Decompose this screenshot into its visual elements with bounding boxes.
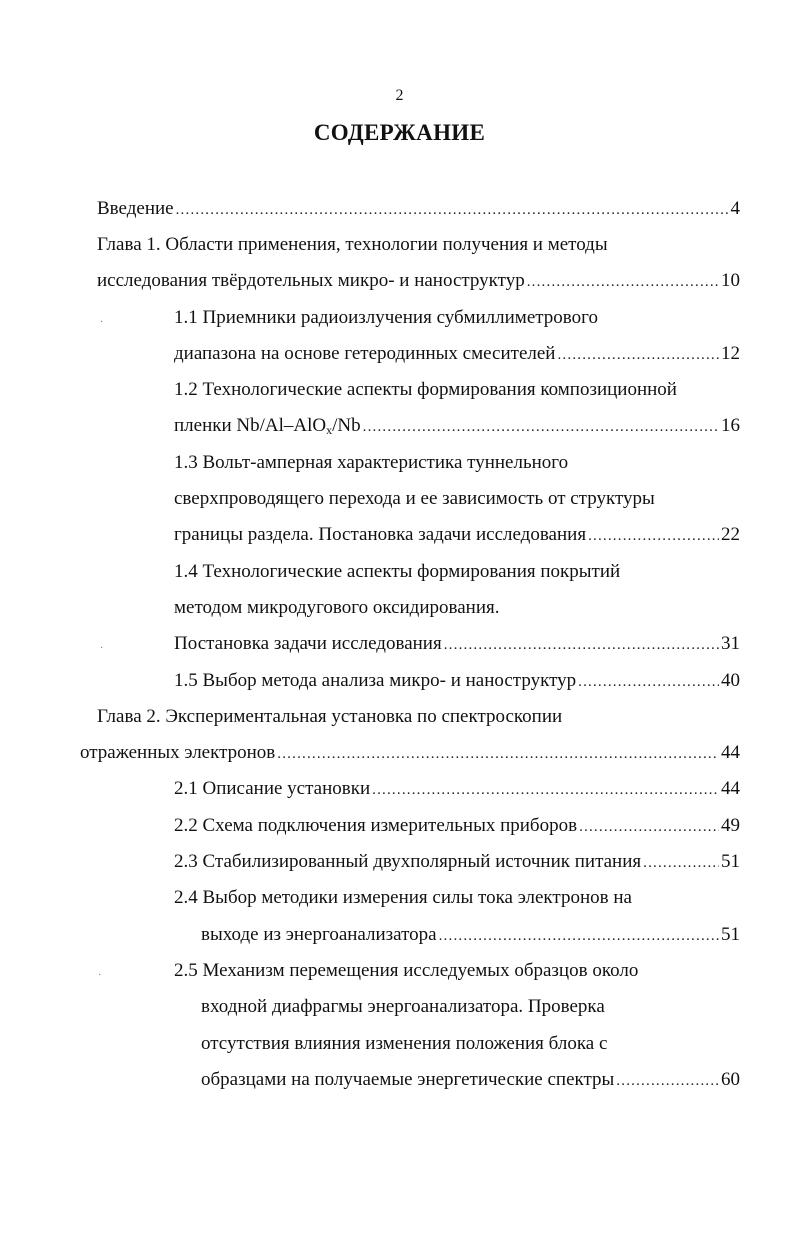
formula-text: пленки Nb/Al–AlO — [174, 415, 327, 436]
dot-leader — [444, 633, 719, 657]
toc-entry-title: 1.3 Вольт-амперная характеристика туннельного — [174, 452, 569, 473]
toc-entry-1-4-line-1[interactable] — [174, 560, 740, 584]
scan-speck: · — [98, 970, 102, 981]
toc-entry-chapter-1-line-1[interactable] — [97, 233, 740, 257]
toc-entry-title: отраженных электронов — [80, 742, 276, 763]
toc-entry-2-1[interactable] — [174, 777, 740, 802]
toc-page-number: 16 — [721, 415, 740, 436]
toc-entry-title: исследования твёрдотельных микро- и наноструктур — [97, 270, 525, 291]
page-number: 2 — [395, 87, 404, 104]
toc-page-number: 49 — [721, 815, 740, 836]
toc-entry-2-5-line-3[interactable] — [201, 1032, 740, 1056]
toc-entry-2-4[interactable] — [201, 923, 740, 948]
toc-entry-1-2[interactable] — [174, 414, 740, 439]
toc-entry-title: сверхпроводящего перехода и ее зависимость от структуры — [174, 488, 655, 509]
toc-entry-title — [174, 414, 361, 438]
dot-leader — [439, 924, 719, 948]
toc-entry-1-3-line-1[interactable] — [174, 451, 740, 475]
toc-entry-1-2-line-1[interactable] — [174, 378, 740, 402]
toc-entry-1-1-line-1[interactable] — [174, 306, 740, 330]
toc-entry-chapter-1[interactable] — [97, 269, 740, 294]
toc-entry-title: выходе из энергоанализатора — [201, 924, 437, 945]
toc-page-number: 31 — [721, 633, 740, 654]
toc-entry-title: 2.3 Стабилизированный двухполярный источник питания — [174, 851, 642, 872]
dot-leader — [557, 343, 719, 367]
toc-entry-1-1[interactable] — [174, 342, 740, 367]
toc-page-number: 60 — [721, 1069, 740, 1090]
toc-entry-title: 1.2 Технологические аспекты формирования композиционной — [174, 379, 677, 400]
toc-page-number: 10 — [721, 270, 740, 291]
toc-entry-2-2[interactable] — [174, 814, 740, 839]
toc-entry-title: отсутствия влияния изменения положения блока с — [201, 1033, 608, 1054]
toc-page-number: 4 — [730, 198, 740, 219]
toc-entry-title: диапазона на основе гетеродинных смесителей — [174, 343, 556, 364]
toc-page-number: 22 — [721, 524, 740, 545]
toc-page-number: 40 — [721, 670, 740, 691]
toc-entry-1-4-line-2[interactable] — [174, 596, 740, 620]
toc-page-number: 51 — [721, 851, 740, 872]
dot-leader — [372, 778, 719, 802]
dot-leader — [588, 524, 719, 548]
toc-page-number: 12 — [721, 343, 740, 364]
toc-entry-title: Постановка задачи исследования — [174, 633, 442, 654]
toc-entry-title: образцами на получаемые энергетические спектры — [201, 1069, 615, 1090]
toc-entry-title: 2.5 Механизм перемещения исследуемых образцов около — [174, 960, 639, 981]
toc-entry-title: 2.2 Схема подключения измерительных приборов — [174, 815, 578, 836]
toc-entry-2-5-line-2[interactable] — [201, 995, 740, 1019]
toc-entry-title: Введение — [97, 198, 174, 219]
toc-entry-2-4-line-1[interactable] — [174, 886, 740, 910]
dot-leader — [527, 270, 719, 294]
dot-leader — [616, 1069, 719, 1093]
toc-entry-title: методом микродугового оксидирования. — [174, 597, 500, 618]
dot-leader — [579, 815, 719, 839]
toc-entry-2-5-line-1[interactable] — [174, 959, 740, 983]
toc-entry-title: входной диафрагмы энергоанализатора. Проверка — [201, 996, 605, 1017]
toc-page-number: 51 — [721, 924, 740, 945]
toc-entry-2-5[interactable] — [201, 1068, 740, 1093]
toc-entry-1-5[interactable] — [174, 669, 740, 694]
toc-entry-chapter-2-line-1[interactable] — [97, 705, 740, 729]
scan-speck: · — [100, 643, 104, 654]
toc-entry-1-3-line-2[interactable] — [174, 487, 740, 511]
toc-entry-1-3[interactable] — [174, 523, 740, 548]
scan-speck: · — [100, 317, 104, 328]
toc-entry-title: Глава 2. Экспериментальная установка по спектроскопии — [97, 706, 563, 727]
toc-entry-intro[interactable] — [97, 197, 740, 222]
dot-leader — [363, 415, 719, 439]
toc-entry-title: 2.1 Описание установки — [174, 778, 371, 799]
formula-text-end: /Nb — [332, 415, 361, 436]
toc-entry-title: 1.1 Приемники радиоизлучения субмиллиметрового — [174, 307, 598, 328]
toc-entry-1-4[interactable] — [174, 632, 740, 657]
dot-leader — [578, 670, 719, 694]
dot-leader — [643, 851, 719, 875]
toc-entry-title: Глава 1. Области применения, технологии получения и методы — [97, 234, 608, 255]
formula-subscript: x — [326, 423, 333, 437]
toc-entry-title: 2.4 Выбор методики измерения силы тока электронов на — [174, 887, 632, 908]
toc-page-number: 44 — [721, 742, 740, 763]
toc-entry-title: 1.4 Технологические аспекты формирования покрытий — [174, 561, 621, 582]
toc-entry-2-3[interactable] — [174, 850, 740, 875]
toc-page-number: 44 — [721, 778, 740, 799]
toc-entry-title: 1.5 Выбор метода анализа микро- и наноструктур — [174, 670, 577, 691]
page-title: СОДЕРЖАНИЕ — [313, 120, 486, 145]
toc-entry-title: границы раздела. Постановка задачи исследования — [174, 524, 587, 545]
dot-leader — [277, 742, 719, 766]
dot-leader — [176, 198, 729, 222]
toc-entry-chapter-2[interactable] — [80, 741, 740, 766]
